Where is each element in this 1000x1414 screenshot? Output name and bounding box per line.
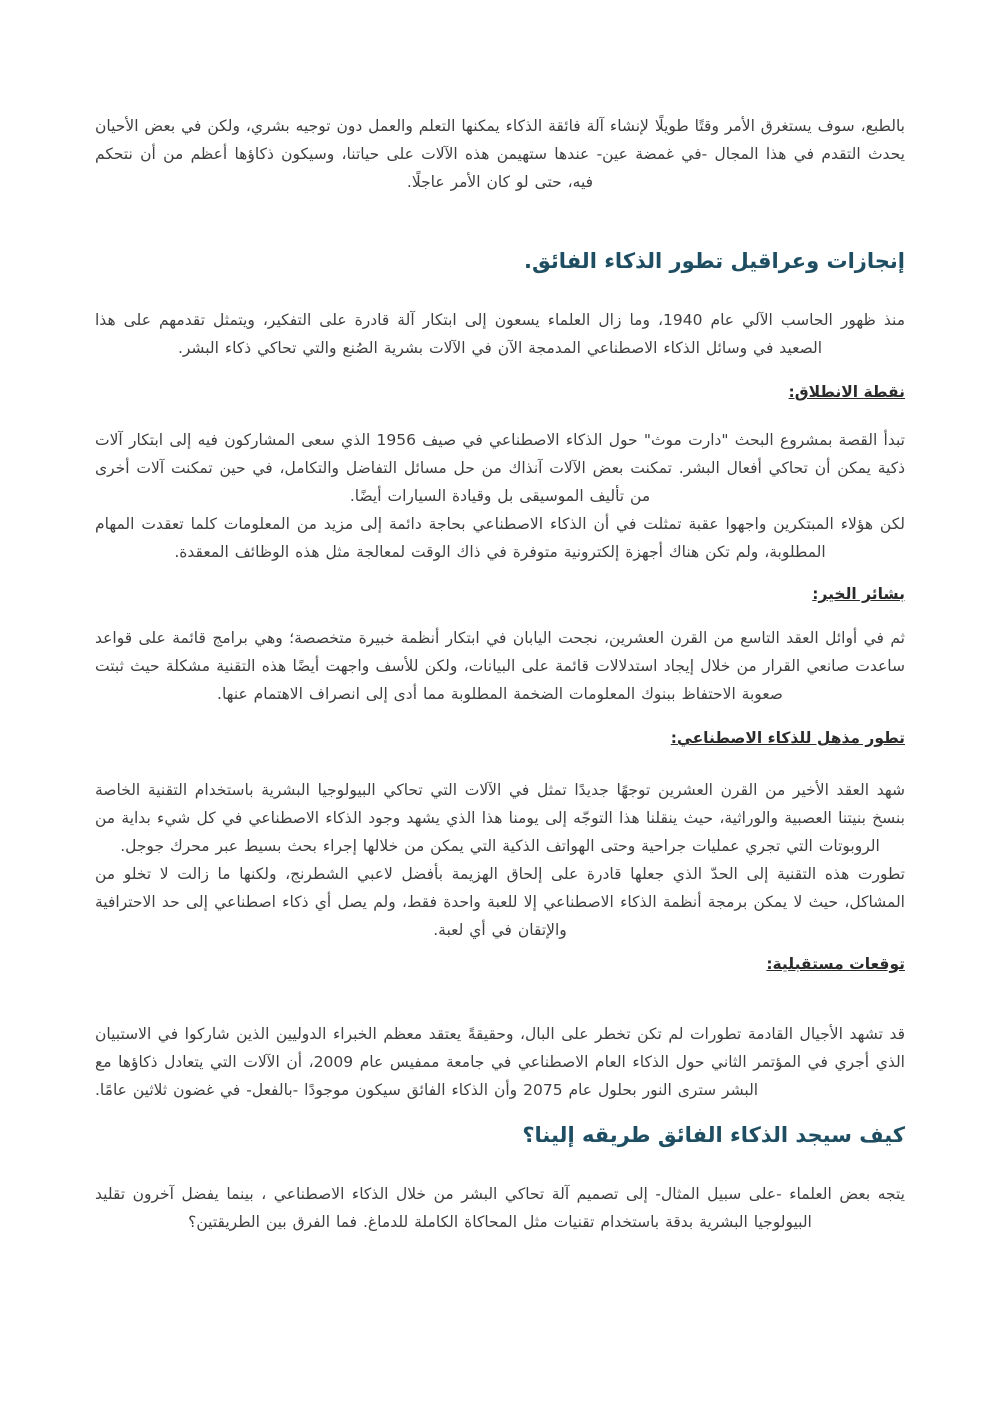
paragraph-two-approaches: يتجه بعض العلماء -على سبيل المثال- إلى تصميم آلة تحاكي البشر من خلال الذكاء الاصطناعي ، بينما يفضل آخرون تقليد البيولوجيا البشرية بدقة باستخدام تقنيات مثل المحاكاة الكاملة للدماغ. فما الفرق بين الطريقتين؟ — [95, 1185, 905, 1231]
subheading-amazing-development: تطور مذهل للذكاء الاصطناعي: — [670, 729, 905, 747]
paragraph-group-modern-ai — [95, 776, 905, 944]
subheading-starting-point: نقطة الانطلاق: — [788, 383, 905, 401]
subheading-good-omens: بشائر الخير: — [812, 585, 905, 603]
paragraph-expert-systems: ثم في أوائل العقد التاسع من القرن العشرين، نجحت اليابان في ابتكار أنظمة خبيرة متخصصة؛ وهي برامج قائمة على قواعد ساعدت صانعي القرار من خلال إيجاد استدلالات قائمة على البيانات، ولكن للأسف واجهت أيضًا هذه التقنية مشكلة حيث ثبتت صعوبة الاحتفاظ ببنوك المعلومات الضخمة المطلوبة مما أدى إلى انصراف الاهتمام عنها. — [95, 629, 905, 703]
paragraph-last-decade: شهد العقد الأخير من القرن العشرين توجهًا جديدًا تمثل في الآلات التي تحاكي البيولوجيا البشرية باستخدام التقنية الخاصة بنسخ بنيتنا العصبية والوراثية، حيث ينقلنا هذا التوجّه إلى يومنا هذا الذي يشهد وجود الذكاء الاصطناعي في كل شيء بداية من الروبوتات التي تجري عمليات جراحية وحتى الهواتف الذكية التي يمكن من خلالها إجراء بحث بسيط عبر محرك جوجل. — [95, 781, 905, 855]
paragraph-chess-limits: تطورت هذه التقنية إلى الحدّ الذي جعلها قادرة على إلحاق الهزيمة بأفضل لاعبي الشطرنج، ولكنها ما زالت لا تخلو من المشاكل، حيث لا يمكن برمجة أنظمة الذكاء الاصطناعي إلا للعبة واحدة فقط، ولم يصل أي ذكاء اصطناعي إلى حد الاحترافية والإتقان في أي لعبة. — [95, 865, 905, 939]
subheading-future-expectations: توقعات مستقبلية: — [766, 955, 905, 973]
paragraph-group-dartmouth — [95, 426, 905, 566]
paragraph-predictions: قد تشهد الأجيال القادمة تطورات لم تكن تخطر على البال، وحقيقةً يعتقد معظم الخبراء الدوليين الذين شاركوا في الاستبيان الذي أجري في المؤتمر الثاني حول الذكاء العام الاصطناعي في جامعة ممفيس عام 2009، أن الآلات التي يتعادل ذكاؤها مع البشر سترى النور بحلول عام 2075 وأن الذكاء الفائق سيكون موجودًا -بالفعل- في غضون ثلاثين عامًا. — [95, 1025, 905, 1099]
paragraph-dartmouth-story: تبدأ القصة بمشروع البحث "دارت موث" حول الذكاء الاصطناعي في صيف 1956 الذي سعى المشاركون فيه إلى ابتكار آلات ذكية يمكن أن تحاكي أفعال البشر. تمكنت بعض الآلات آنذاك من حل مسائل التفاضل والتكامل، في حين تمكنت آلات أخرى من تأليف الموسيقى بل وقيادة السيارات أيضًا. — [95, 431, 905, 505]
section-heading-achievements: إنجازات وعراقيل تطور الذكاء الفائق. — [524, 249, 905, 273]
paragraph-computer-history: منذ ظهور الحاسب الآلي عام 1940، وما زال العلماء يسعون إلى ابتكار آلة قادرة على التفكير، ويتمثل تقدمهم على هذا الصعيد في وسائل الذكاء الاصطناعي المدمجة الآن في الآلات بشرية الصُنع والتي تحاكي ذكاء البشر. — [95, 311, 905, 357]
section-heading-how-arrive: كيف سيجد الذكاء الفائق طريقه إلينا؟ — [522, 1123, 905, 1147]
paragraph-intro: بالطبع، سوف يستغرق الأمر وقتًا طويلًا لإنشاء آلة فائقة الذكاء يمكنها التعلم والعمل دون توجيه بشري، ولكن في بعض الأحيان يحدث التقدم في هذا المجال -في غمضة عين- عندها ستهيمن هذه الآلات على حياتنا، وسيكون ذكاؤها أعظم من أن نتحكم فيه، حتى لو كان الأمر عاجلًا. — [94, 117, 905, 191]
paragraph-dartmouth-obstacle: لكن هؤلاء المبتكرين واجهوا عقبة تمثلت في أن الذكاء الاصطناعي بحاجة دائمة إلى مزيد من المعلومات كلما تعقدت المهام المطلوبة، ولم تكن هناك أجهزة إلكترونية متوفرة في ذاك الوقت لمعالجة مثل هذه الوظائف المعقدة. — [95, 515, 905, 561]
